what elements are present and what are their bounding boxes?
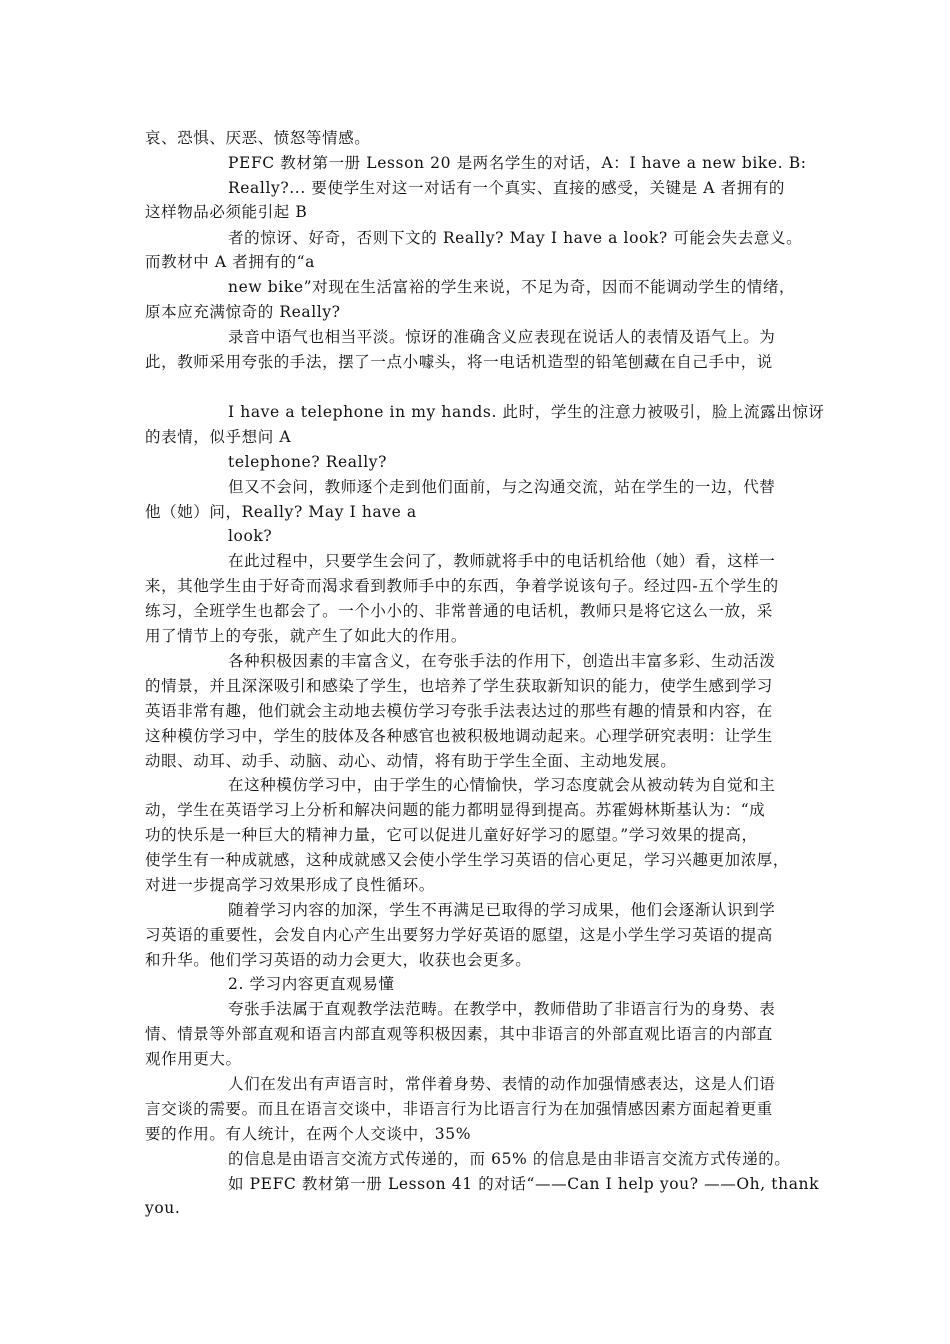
text-line: 原本应充满惊奇的 Really? — [145, 303, 341, 321]
text-line: 要的作用。有人统计，在两个人交谈中，35% — [145, 1125, 472, 1143]
text-line: 随着学习内容的加深，学生不再满足已取得的学习成果，他们会逐渐认识到学 — [228, 901, 776, 919]
text-line: you. — [145, 1199, 181, 1217]
text-line: 动眼、动耳、动手、动脑、动心、动情，将有助于学生全面、主动地发展。 — [145, 752, 677, 770]
text-line: 来，其他学生由于好奇而渴求看到教师手中的东西，争着学说该句子。经过四-五个学生的 — [145, 577, 779, 595]
text-line: 人们在发出有声语言时，常伴着身势、表情的动作加强情感表达，这是人们语 — [228, 1075, 776, 1093]
text-line: 这种模仿学习中，学生的肢体及各种感官也被积极地调动起来。心理学研究表明：让学生 — [145, 727, 773, 745]
text-line: Really?... 要使学生对这一对话有一个真实、直接的感受，关键是 A 者拥有的 — [228, 179, 786, 197]
text-line: 的表情，似乎想问 A — [145, 428, 292, 446]
text-line: 他（她）问，Really? May I have a — [145, 503, 417, 521]
text-line: look? — [228, 527, 273, 545]
text-line: 在此过程中，只要学生会问了，教师就将手中的电话机给他（她）看，这样一 — [228, 552, 776, 570]
text-line: 对进一步提高学习效果形成了良性循环。 — [145, 876, 435, 894]
text-line: 习英语的重要性，会发自内心产生出要努力学好英语的愿望，这是小学生学习英语的提高 — [145, 926, 773, 944]
text-line: 此，教师采用夸张的手法，摆了一点小噱头，将一电话机造型的铅笔刨藏在自己手中，说 — [145, 353, 773, 371]
text-line: 观作用更大。 — [145, 1050, 242, 1068]
text-line: 哀、恐惧、厌恶、愤怒等情感。 — [145, 129, 371, 147]
text-line: 动，学生在英语学习上分析和解决问题的能力都明显得到提高。苏霍姆林斯基认为：“成 — [145, 801, 766, 819]
text-line: 各种积极因素的丰富含义，在夸张手法的作用下，创造出丰富多彩、生动活泼 — [228, 652, 776, 670]
text-line: 这样物品必须能引起 B — [145, 203, 308, 221]
text-line: 功的快乐是一种巨大的精神力量，它可以促进儿童好好学习的愿望。”学习效果的提高， — [145, 826, 758, 844]
text-line: 但又不会问，教师逐个走到他们面前，与之沟通交流，站在学生的一边，代替 — [228, 478, 776, 496]
text-line: 的情景，并且深深吸引和感染了学生，也培养了学生获取新知识的能力，使学生感到学习 — [145, 677, 773, 695]
text-line: 而教材中 A 者拥有的“a — [145, 253, 316, 271]
text-line: 英语非常有趣，他们就会主动地去模仿学习夸张手法表达过的那些有趣的情景和内容，在 — [145, 702, 773, 720]
text-line: telephone? Really? — [228, 453, 388, 471]
text-line: 者的惊讶、好奇，否则下文的 Really? May I have a look? 可能会失去意义。 — [228, 229, 803, 247]
text-line: 使学生有一种成就感，这种成就感又会使小学生学习英语的信心更足，学习兴趣更加浓厚， — [145, 851, 790, 869]
text-line: 情、情景等外部直观和语言内部直观等积极因素，其中非语言的外部直观比语言的内部直 — [145, 1025, 773, 1043]
text-line: 在这种模仿学习中，由于学生的心情愉快，学习态度就会从被动转为自觉和主 — [228, 776, 776, 794]
text-line: 言交谈的需要。而且在语言交谈中，非语言行为比语言行为在加强情感因素方面起着更重 — [145, 1100, 773, 1118]
text-line: 录音中语气也相当平淡。惊讶的准确含义应表现在说话人的表情及语气上。为 — [228, 328, 776, 346]
text-line: new bike”对现在生活富裕的学生来说，不足为奇，因而不能调动学生的情绪， — [228, 278, 796, 296]
text-line: 如 PEFC 教材第一册 Lesson 41 的对话“——Can I help you? ——Oh, thank — [228, 1175, 820, 1193]
text-line: 夸张手法属于直观教学法范畴。在教学中，教师借助了非语言行为的身势、表 — [228, 1000, 776, 1018]
text-line: 练习，全班学生也都会了。一个小小的、非常普通的电话机，教师只是将它这么一放，采 — [145, 602, 773, 620]
text-line: 的信息是由语言交流方式传递的，而 65% 的信息是由非语言交流方式传递的。 — [228, 1150, 791, 1168]
text-line: 用了情节上的夸张，就产生了如此大的作用。 — [145, 627, 468, 645]
text-line: PEFC 教材第一册 Lesson 20 是两名学生的对话，A：I have a new bike. B: — [228, 154, 807, 172]
section-heading: 2. 学习内容更直观易懂 — [228, 975, 395, 993]
text-line: I have a telephone in my hands. 此时，学生的注意力被吸引，脸上流露出惊讶 — [228, 403, 825, 421]
text-line: 和升华。他们学习英语的动力会更大，收获也会更多。 — [145, 951, 532, 969]
